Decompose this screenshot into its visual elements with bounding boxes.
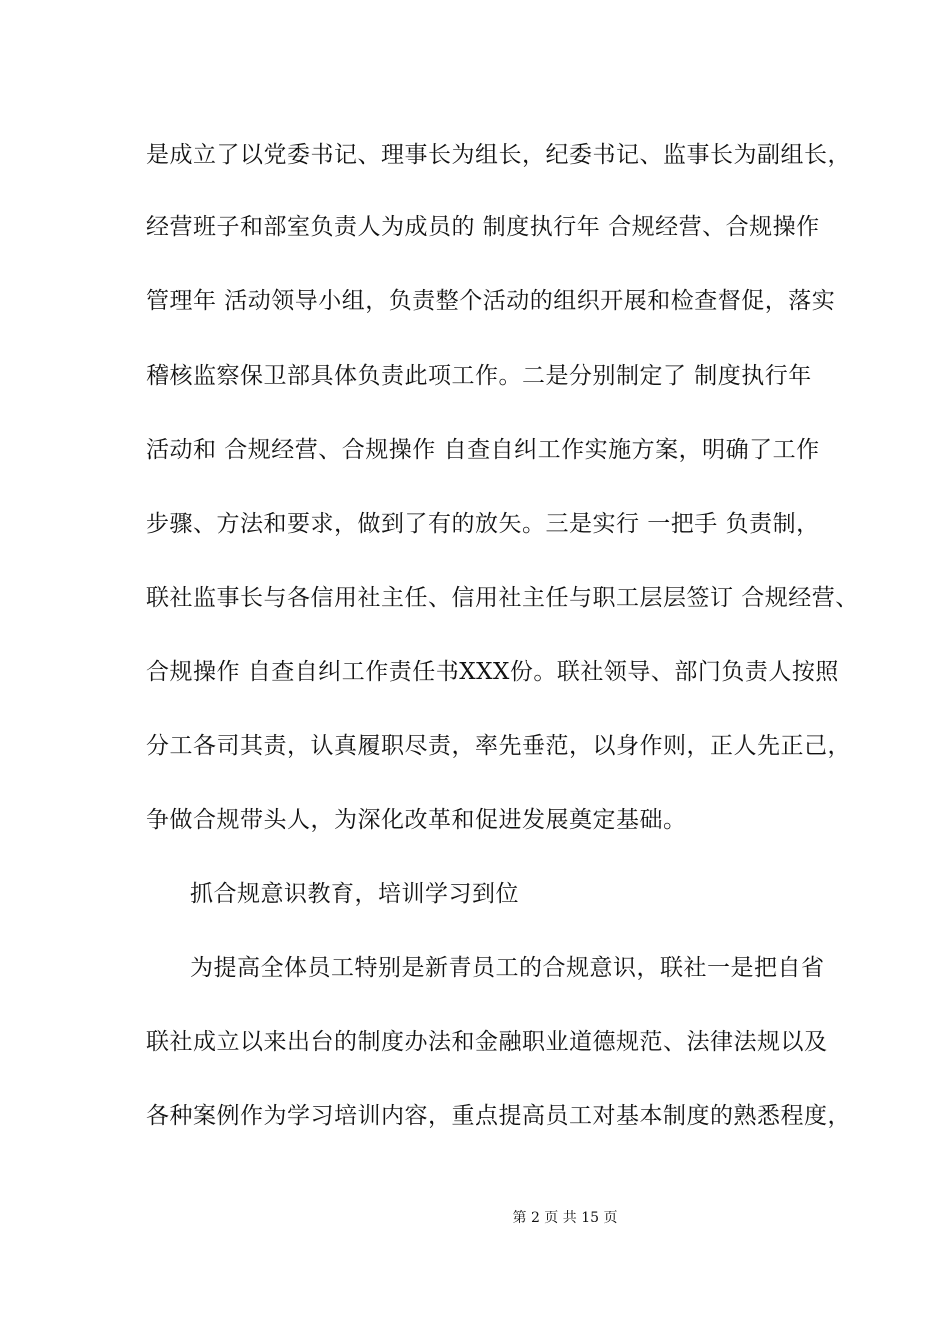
paragraph-line: 联社成立以来出台的制度办法和金融职业道德规范、法律法规以及 <box>146 1029 828 1055</box>
page-number-footer: 第 2 页 共 15 页 <box>512 1210 618 1226</box>
paragraph-line: 分工各司其责，认真履职尽责，率先垂范，以身作则，正人先正己， <box>146 733 851 759</box>
paragraph-line: 合规操作 自查自纠工作责任书XXX份。联社领导、部门负责人按照 <box>146 659 839 685</box>
paragraph-line: 步骤、方法和要求，做到了有的放矢。三是实行 一把手 负责制， <box>146 511 820 537</box>
paragraph-line: 经营班子和部室负责人为成员的 制度执行年 合规经营、合规操作 <box>146 214 820 240</box>
paragraph-line: 为提高全体员工特别是新青员工的合规意识，联社一是把自省 <box>190 955 825 981</box>
paragraph-line: 管理年 活动领导小组，负责整个活动的组织开展和检查督促，落实 <box>146 288 836 314</box>
paragraph-line: 争做合规带头人，为深化改革和促进发展奠定基础。 <box>146 807 687 833</box>
paragraph-line: 联社监事长与各信用社主任、信用社主任与职工层层签订 合规经营、 <box>146 585 859 611</box>
paragraph-line: 稽核监察保卫部具体负责此项工作。二是分别制定了 制度执行年 <box>146 363 812 389</box>
section-heading: 抓合规意识教育，培训学习到位 <box>190 881 519 907</box>
paragraph-line: 各种案例作为学习培训内容，重点提高员工对基本制度的熟悉程度， <box>146 1103 851 1129</box>
paragraph-line: 是成立了以党委书记、理事长为组长，纪委书记、监事长为副组长， <box>146 142 851 168</box>
paragraph-line: 活动和 合规经营、合规操作 自查自纠工作实施方案，明确了工作 <box>146 437 820 463</box>
